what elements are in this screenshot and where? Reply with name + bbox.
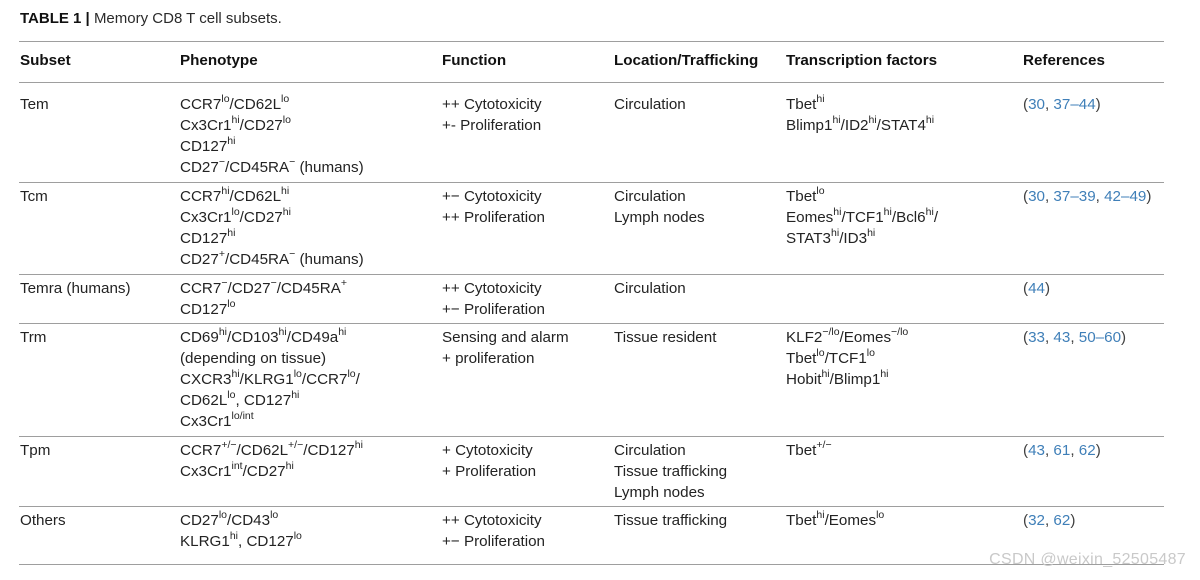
text-segment: / [355, 371, 360, 388]
superscript: + [340, 276, 347, 289]
phenotype-line [180, 510, 302, 531]
cell-subset: Tcm [20, 188, 48, 205]
superscript: hi [338, 325, 347, 338]
text-segment: ) [1146, 188, 1152, 205]
cell-phenotype [180, 510, 302, 552]
phenotype-line [180, 278, 347, 299]
text-segment: CD62L [180, 392, 228, 409]
text-segment: ( [1023, 96, 1029, 113]
references-line [1023, 186, 1151, 207]
function-line: + Cytotoxicity [442, 442, 533, 459]
text-segment: /CD27 [239, 117, 283, 134]
cell-subset: Tpm [20, 442, 51, 459]
superscript: lo [282, 113, 291, 126]
reference-link[interactable]: 43 [1028, 442, 1045, 459]
superscript: hi [831, 226, 840, 239]
reference-link[interactable]: 42–49 [1104, 188, 1147, 205]
cell-function [442, 327, 569, 369]
superscript: −/lo [822, 325, 840, 338]
phenotype-line [180, 228, 364, 249]
location-line: Lymph nodes [614, 484, 705, 501]
text-segment: /CD62L [229, 188, 282, 205]
superscript: hi [925, 205, 934, 218]
transcription-factor-line [786, 510, 884, 531]
text-segment: /CD27 [242, 463, 286, 480]
text-segment: ) [1044, 280, 1051, 297]
watermark: CSDN @weixin_52505487 [989, 551, 1186, 568]
text-segment: /Bcl6 [891, 209, 926, 226]
text-segment: /CD45RA [276, 280, 341, 297]
text-segment: /CD62L [229, 96, 282, 113]
table-caption [20, 10, 282, 28]
phenotype-line [180, 136, 364, 157]
text-segment: ) [1095, 442, 1101, 459]
text-segment: /CD27 [227, 280, 271, 297]
function-line: + proliferation [442, 350, 535, 367]
transcription-factor-line [786, 115, 934, 136]
text-segment: ) [1070, 512, 1076, 529]
function-line: +− Proliferation [442, 533, 545, 550]
superscript: lo/int [231, 409, 254, 422]
superscript: hi [354, 438, 363, 451]
superscript: hi [883, 205, 892, 218]
phenotype-line [180, 411, 360, 432]
text-segment: /CD127 [303, 442, 355, 459]
location-line: Circulation [614, 96, 686, 113]
references-line [1023, 327, 1126, 348]
superscript: +/− [221, 438, 237, 451]
location-line: Circulation [614, 442, 686, 459]
phenotype-line [180, 115, 364, 136]
row-divider [19, 274, 1164, 275]
text-segment: , [1044, 188, 1054, 205]
text-segment: ( [1023, 280, 1029, 297]
text-segment: ( [1023, 442, 1029, 459]
text-segment: (humans) [295, 159, 364, 176]
text-segment: Tbet [786, 350, 817, 367]
cell-transcription-factors [786, 510, 884, 531]
text-segment: (humans) [295, 251, 364, 268]
superscript: hi [868, 113, 877, 126]
text-segment: /CD45RA [224, 251, 290, 268]
reference-link[interactable]: 37–44 [1053, 96, 1096, 113]
header-references: References [1023, 52, 1105, 69]
superscript: − [289, 155, 296, 168]
cell-location [614, 510, 727, 531]
function-line: +- Proliferation [442, 117, 542, 134]
superscript: − [289, 247, 296, 260]
text-segment: Hobit [786, 371, 822, 388]
text-segment: /CD62L [236, 442, 289, 459]
cell-subset: Others [20, 512, 66, 529]
cell-subset: Trm [20, 329, 47, 346]
header-phenotype: Phenotype [180, 52, 258, 69]
text-segment: , [1070, 329, 1079, 346]
superscript: hi [281, 184, 290, 197]
text-segment: Cx3Cr1 [180, 463, 232, 480]
text-segment: CD127 [180, 301, 228, 318]
text-segment: CD127 [180, 138, 228, 155]
text-segment: CCR7 [180, 96, 222, 113]
text-segment: ) [1095, 96, 1101, 113]
superscript: lo [227, 388, 236, 401]
row-divider [19, 506, 1164, 507]
reference-link[interactable]: 30 [1028, 96, 1045, 113]
cell-phenotype [180, 278, 347, 320]
cell-function [442, 186, 545, 228]
cell-phenotype [180, 94, 364, 178]
superscript: lo [231, 205, 240, 218]
cell-references [1023, 186, 1151, 207]
text-segment: Cx3Cr1 [180, 209, 232, 226]
text-segment: /CD103 [227, 329, 279, 346]
header-transcription-factors: Transcription factors [786, 52, 938, 69]
superscript: hi [231, 367, 240, 380]
phenotype-line [180, 299, 347, 320]
superscript: hi [816, 508, 825, 521]
transcription-factor-line [786, 94, 934, 115]
text-segment: CD27 [180, 251, 219, 268]
superscript: hi [221, 184, 230, 197]
row-divider [19, 436, 1164, 437]
superscript: +/− [816, 438, 832, 451]
header-bottom-rule [19, 82, 1164, 83]
superscript: hi [227, 226, 236, 239]
text-segment: (depending on tissue) [180, 350, 327, 367]
phenotype-line [180, 207, 364, 228]
text-segment: , [1070, 442, 1079, 459]
superscript: hi [229, 529, 238, 542]
phenotype-line [180, 249, 364, 270]
function-line: +− Cytotoxicity [442, 188, 542, 205]
cell-transcription-factors [786, 94, 934, 136]
reference-link[interactable]: 62 [1053, 512, 1071, 529]
transcription-factor-line [786, 440, 832, 461]
cell-location [614, 327, 716, 348]
function-line: ++ Cytotoxicity [442, 96, 542, 113]
cell-function [442, 278, 545, 320]
reference-link[interactable]: 61 [1053, 442, 1071, 459]
header-subset: Subset [20, 52, 71, 69]
superscript: hi [285, 459, 294, 472]
text-segment: CD69 [180, 329, 219, 346]
phenotype-line [180, 461, 363, 482]
phenotype-line [180, 369, 360, 390]
cell-location [614, 278, 686, 299]
superscript: lo [876, 508, 885, 521]
superscript: lo [816, 184, 825, 197]
reference-link[interactable]: 37–39 [1053, 188, 1096, 205]
text-segment: /ID3 [839, 230, 868, 247]
text-segment: /Eomes [824, 512, 877, 529]
reference-link[interactable]: 62 [1078, 442, 1096, 459]
text-segment: , [1095, 188, 1105, 205]
superscript: lo [227, 297, 236, 310]
text-segment: /CD43 [227, 512, 271, 529]
superscript: hi [816, 92, 825, 105]
text-segment: /ID2 [840, 117, 869, 134]
phenotype-line [180, 157, 364, 178]
transcription-factor-line [786, 186, 938, 207]
cell-location [614, 94, 686, 115]
superscript: lo [293, 529, 302, 542]
phenotype-line [180, 390, 360, 411]
text-segment: /CD27 [239, 209, 283, 226]
phenotype-line [180, 348, 360, 369]
cell-subset: Temra (humans) [20, 280, 131, 297]
superscript: hi [925, 113, 935, 126]
table-caption-label: TABLE 1 | [20, 10, 90, 27]
table-top-rule [19, 41, 1164, 42]
function-line: ++ Cytotoxicity [442, 512, 542, 529]
superscript: + [218, 247, 225, 260]
function-line: ++ Cytotoxicity [442, 280, 542, 297]
transcription-factor-line [786, 207, 938, 228]
text-segment: KLF2 [786, 329, 823, 346]
cell-references [1023, 278, 1050, 299]
text-segment: /TCF1 [824, 350, 867, 367]
text-segment: , [1044, 512, 1054, 529]
function-line: ++ Proliferation [442, 209, 545, 226]
reference-link[interactable]: 43 [1053, 329, 1071, 346]
superscript: hi [227, 134, 236, 147]
cell-transcription-factors [786, 440, 832, 461]
text-segment: /CCR7 [301, 371, 348, 388]
location-line: Circulation [614, 280, 686, 297]
text-segment: /CD45RA [224, 159, 290, 176]
superscript: hi [867, 226, 876, 239]
references-line [1023, 94, 1101, 115]
superscript: lo [218, 508, 228, 521]
references-line [1023, 440, 1101, 461]
reference-link[interactable]: 44 [1028, 280, 1045, 297]
text-segment: Tbet [786, 188, 817, 205]
cell-location [614, 440, 727, 503]
text-segment: Tbet [786, 512, 817, 529]
superscript: lo [866, 346, 875, 359]
text-segment: /Eomes [839, 329, 892, 346]
text-segment: Blimp1 [786, 117, 833, 134]
superscript: −/lo [891, 325, 909, 338]
text-segment: ) [1121, 329, 1127, 346]
text-segment: /STAT4 [876, 117, 926, 134]
cell-references [1023, 440, 1101, 461]
text-segment: Cx3Cr1 [180, 117, 232, 134]
superscript: hi [282, 205, 291, 218]
cell-function [442, 440, 536, 482]
phenotype-line [180, 531, 302, 552]
header-function: Function [442, 52, 507, 69]
cell-phenotype [180, 440, 363, 482]
phenotype-line [180, 186, 364, 207]
cell-transcription-factors [786, 186, 938, 249]
cell-phenotype [180, 327, 360, 432]
text-segment: /KLRG1 [239, 371, 294, 388]
text-segment: ( [1023, 188, 1029, 205]
text-segment: ( [1023, 329, 1029, 346]
text-segment: CCR7 [180, 188, 222, 205]
references-line [1023, 278, 1050, 299]
function-line: + Proliferation [442, 463, 537, 480]
text-segment: STAT3 [786, 230, 832, 247]
row-divider [19, 323, 1164, 324]
text-segment: Tbet [786, 96, 817, 113]
transcription-factor-line [786, 348, 908, 369]
cell-location [614, 186, 705, 228]
superscript: hi [832, 113, 841, 126]
superscript: − [270, 276, 277, 289]
transcription-factor-line [786, 369, 908, 390]
superscript: int [231, 459, 243, 472]
reference-link[interactable]: 50–60 [1078, 329, 1122, 346]
superscript: hi [218, 325, 228, 338]
superscript: hi [278, 325, 287, 338]
cell-phenotype [180, 186, 364, 270]
superscript: lo [293, 367, 302, 380]
text-segment: CD127 [180, 230, 228, 247]
text-segment: CCR7 [180, 442, 222, 459]
text-segment: / [933, 209, 939, 226]
reference-link[interactable]: 30 [1028, 188, 1045, 205]
superscript: hi [291, 388, 300, 401]
reference-link[interactable]: 33 [1028, 329, 1045, 346]
superscript: hi [833, 205, 842, 218]
cell-transcription-factors [786, 327, 908, 390]
phenotype-line [180, 440, 363, 461]
function-line: Sensing and alarm [442, 329, 569, 346]
superscript: lo [347, 367, 356, 380]
function-line: +− Proliferation [442, 301, 545, 318]
text-segment: , CD127 [235, 392, 292, 409]
superscript: +/− [288, 438, 304, 451]
location-line: Tissue trafficking [614, 463, 728, 480]
text-segment: , [1044, 442, 1054, 459]
text-segment: , [1044, 329, 1054, 346]
cell-references [1023, 510, 1075, 531]
text-segment: /TCF1 [841, 209, 884, 226]
text-segment: /CD49a [286, 329, 339, 346]
text-segment: /Blimp1 [829, 371, 881, 388]
superscript: − [221, 276, 228, 289]
text-segment: Cx3Cr1 [180, 413, 232, 430]
text-segment: CCR7 [180, 280, 222, 297]
table-caption-text: Memory CD8 T cell subsets. [93, 10, 282, 27]
row-divider [19, 182, 1164, 183]
superscript: lo [270, 508, 279, 521]
text-segment: CXCR3 [180, 371, 232, 388]
superscript: lo [816, 346, 825, 359]
location-line: Tissue trafficking [614, 512, 728, 529]
text-segment: CD27 [180, 512, 219, 529]
cell-references [1023, 327, 1126, 348]
phenotype-line [180, 94, 364, 115]
superscript: lo [281, 92, 290, 105]
cell-subset: Tem [20, 96, 49, 113]
reference-link[interactable]: 32 [1028, 512, 1045, 529]
transcription-factor-line [786, 228, 938, 249]
text-segment: Tbet [786, 442, 817, 459]
location-line: Circulation [614, 188, 686, 205]
superscript: − [218, 155, 225, 168]
superscript: hi [821, 367, 830, 380]
references-line [1023, 510, 1075, 531]
location-line: Lymph nodes [614, 209, 705, 226]
cell-references [1023, 94, 1101, 115]
text-segment: CD27 [180, 159, 219, 176]
superscript: lo [221, 92, 230, 105]
superscript: hi [880, 367, 889, 380]
text-segment: , CD127 [238, 533, 294, 550]
text-segment: Eomes [786, 209, 834, 226]
cell-function [442, 510, 545, 552]
header-location: Location/Trafficking [614, 52, 759, 69]
superscript: hi [231, 113, 240, 126]
phenotype-line [180, 327, 360, 348]
transcription-factor-line [786, 327, 908, 348]
text-segment: KLRG1 [180, 533, 230, 550]
location-line: Tissue resident [614, 329, 717, 346]
text-segment: ( [1023, 512, 1029, 529]
text-segment: , [1044, 96, 1054, 113]
cell-function [442, 94, 542, 136]
